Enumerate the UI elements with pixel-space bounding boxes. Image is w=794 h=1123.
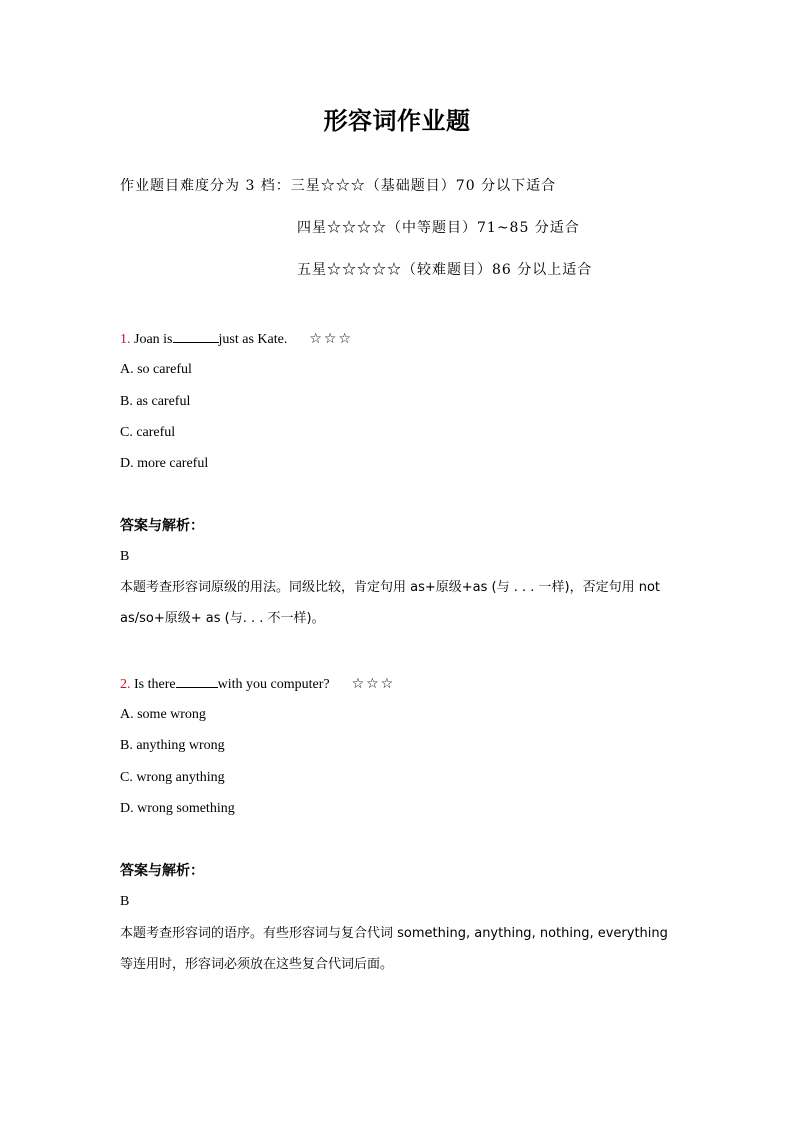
question-1-explanation: 本题考查形容词原级的用法。同级比较，肯定句用 as+原级+as (与 . . . 一样)，否定句用 not as/so+原级+ as (与. . . 不一样)。 (120, 580, 661, 626)
difficulty-intro-line-1: 作业题目难度分为 3 档：三星☆☆☆（基础题目）70 分以下适合 (120, 178, 557, 194)
question-2-blank (176, 675, 218, 688)
question-2-explanation: 本题考查形容词的语序。有些形容词与复合代词 something, anything, nothing, everything 等连用时，形容词必须放在这些复合代词后面。 (120, 926, 668, 972)
question-1-option-b: B. as careful (120, 394, 191, 409)
question-1-option-d: D. more careful (120, 456, 209, 471)
question-2-option-d: D. wrong something (120, 801, 235, 816)
question-1-blank (173, 330, 219, 343)
question-2-text-after: with you computer? (217, 677, 330, 692)
question-1-text-before: Joan is (130, 332, 173, 347)
question-2-option-c: C. wrong anything (120, 770, 225, 785)
question-1-option-c: C. careful (120, 425, 176, 440)
question-1-text-after: just as Kate. (218, 332, 288, 347)
question-2-stem (120, 674, 395, 695)
question-1-difficulty-stars: ☆☆☆ (309, 331, 353, 347)
question-2-text-before: Is there (130, 677, 176, 692)
difficulty-intro-line-3: 五星☆☆☆☆☆（较难题目）86 分以上适合 (297, 262, 593, 278)
difficulty-intro-line-2: 四星☆☆☆☆（中等题目）71~85 分适合 (297, 220, 580, 236)
question-2-number: 2. (120, 677, 131, 692)
question-1-stem (120, 329, 353, 350)
question-1-answer: B (120, 549, 130, 564)
question-1-option-a: A. so careful (120, 362, 192, 377)
question-1-number: 1. (120, 332, 131, 347)
question-2-difficulty-stars: ☆☆☆ (351, 676, 396, 692)
question-2-option-b: B. anything wrong (120, 738, 225, 753)
question-2-answer-heading: 答案与解析： (120, 863, 204, 879)
question-2-answer: B (120, 894, 130, 909)
page-title: 形容词作业题 (323, 107, 471, 135)
question-1-answer-heading: 答案与解析： (120, 518, 204, 534)
question-2-option-a: A. some wrong (120, 707, 206, 722)
